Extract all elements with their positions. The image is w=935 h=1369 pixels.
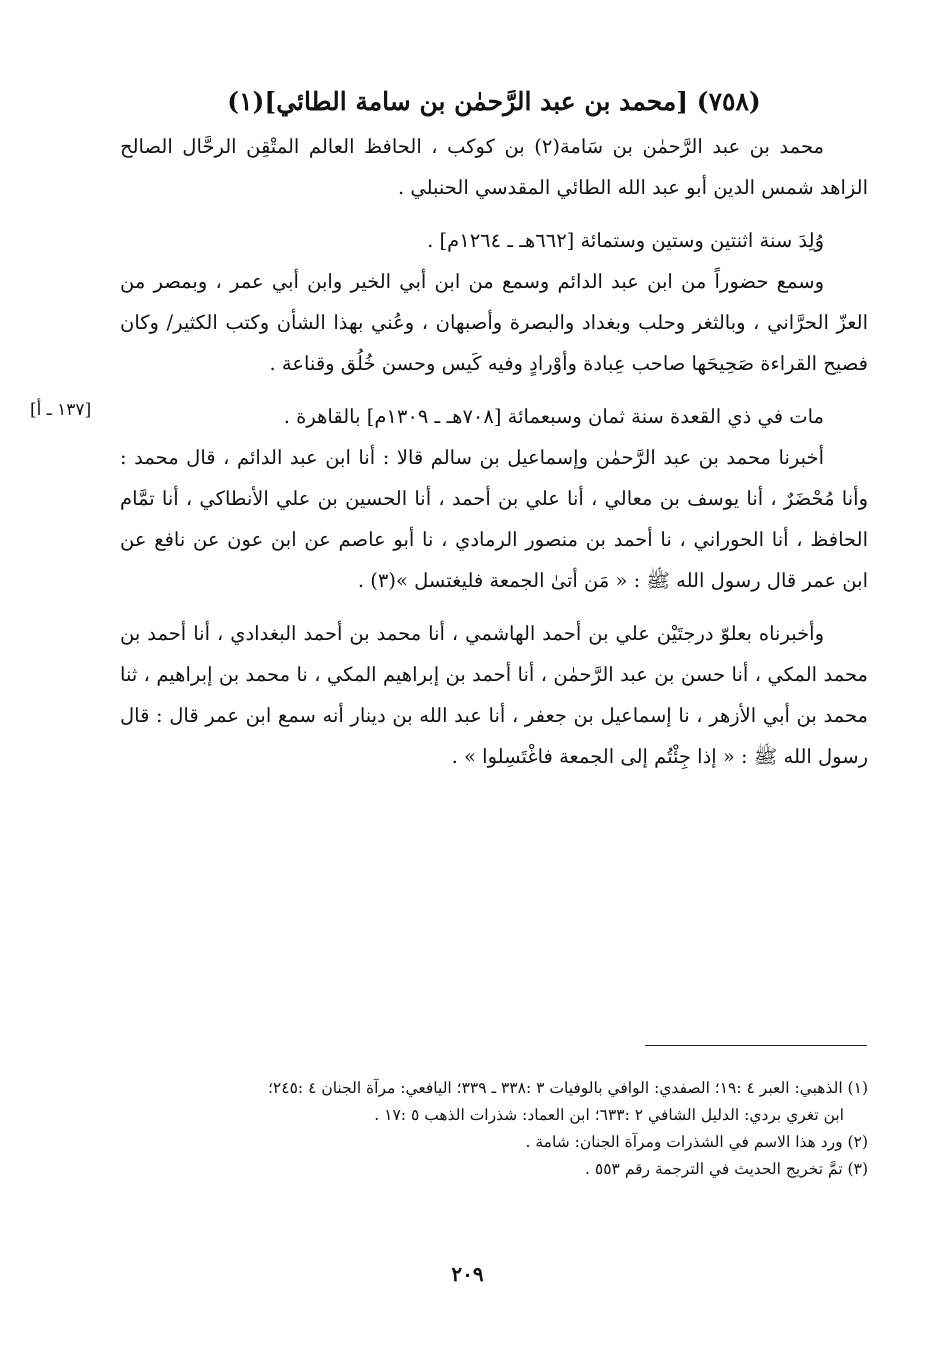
footnotes — [120, 1075, 868, 1183]
spacer — [120, 384, 868, 396]
page-number: ٢٠٩ — [451, 1262, 484, 1286]
footnote-divider — [645, 1045, 867, 1046]
spacer — [120, 601, 868, 613]
spacer — [120, 208, 868, 220]
paragraph-studies: وسمع حضوراً من ابن عبد الدائم وسمع من ابن أبي الخير وابن أبي عمر ، وبمصر من العزّ الحرَّاني ، وبالثغر وحلب وبغداد والبصرة وأصبهان ، وعُني بهذا الشأن وكتب الكثير/ وكان فصيح القراءة صَحِيحَها صاحب عِبادة وأوْرادٍ وفيه كَيس وحسن خُلُق وقناعة . — [120, 270, 868, 375]
footnote-1-continued: ابن تغري بردي: الدليل الشافي ٢ :٦٣٣؛ ابن العماد: شذرات الذهب ٥ :١٧ . — [374, 1106, 844, 1124]
paragraph-birth: وُلِدَ سنة اثنتين وستين وستمائة [٦٦٢هـ ـ ١٢٦٤م] . — [427, 229, 824, 252]
main-text — [120, 80, 868, 777]
paragraph-hadith-2: وأخبرناه بعلوّ درجتَيْن علي بن أحمد الهاشمي ، أنا محمد بن أحمد البغدادي ، أنا أحمد بن محمد المكي ، أنا حسن بن عبد الرَّحمٰن ، أنا أحمد بن إبراهيم المكي ، نا محمد بن إبراهيم ، ثنا محمد بن أبي الأزهر ، نا إسماعيل بن جعفر ، أنا عبد الله بن دينار أنه سمع ابن عمر قال : قال رسول الله ﷺ : « إذا جِئْتُم إلى الجمعة فاغْتَسِلوا » . — [120, 622, 868, 768]
footnote-3: (٣) تمَّ تخريج الحديث في الترجمة رقم ٥٥٣ . — [585, 1160, 868, 1178]
entry-title: (٧٥٨) [محمد بن عبد الرَّحمٰن بن سامة الطائي](١) — [227, 87, 761, 116]
footnote-2: (٢) ورد هذا الاسم في الشذرات ومرآة الجنان: شامة . — [525, 1133, 868, 1151]
paragraph-name: محمد بن عبد الرَّحمٰن بن سَامة(٢) بن كوكب ، الحافظ العالم المتْقِن الرحَّال الصالح الزاهد شمس الدين أبو عبد الله الطائي المقدسي الحنبلي . — [120, 135, 868, 199]
paragraph-hadith-1: أخبرنا محمد بن عبد الرَّحمٰن وإسماعيل بن سالم قالا : أنا ابن عبد الدائم ، قال محمد : وأنا مُحْضَرٌ ، أنا يوسف بن معالي ، أنا علي بن أحمد ، أنا الحسين بن علي الأنطاكي ، أنا تمَّام الحافظ ، أنا الحوراني ، نا أحمد بن منصور الرمادي ، نا أبو عاصم عن ابن عون عن نافع عن ابن عمر قال رسول الله ﷺ : « مَن أتىٰ الجمعة فليغتسل »(٣) . — [120, 446, 868, 592]
margin-folio-note: [١٣٧ ـ أ] — [30, 400, 92, 420]
paragraph-death: مات في ذي القعدة سنة ثمان وسبعمائة [٧٠٨هـ ـ ١٣٠٩م] بالقاهرة . — [283, 405, 824, 428]
footnote-1: (١) الذهبي: العبر ٤ :١٩؛ الصفدي: الوافي بالوفيات ٣ :٣٣٨ ـ ٣٣٩؛ اليافعي: مرآة الجنان ٤ :٢٤٥؛ — [267, 1079, 868, 1097]
